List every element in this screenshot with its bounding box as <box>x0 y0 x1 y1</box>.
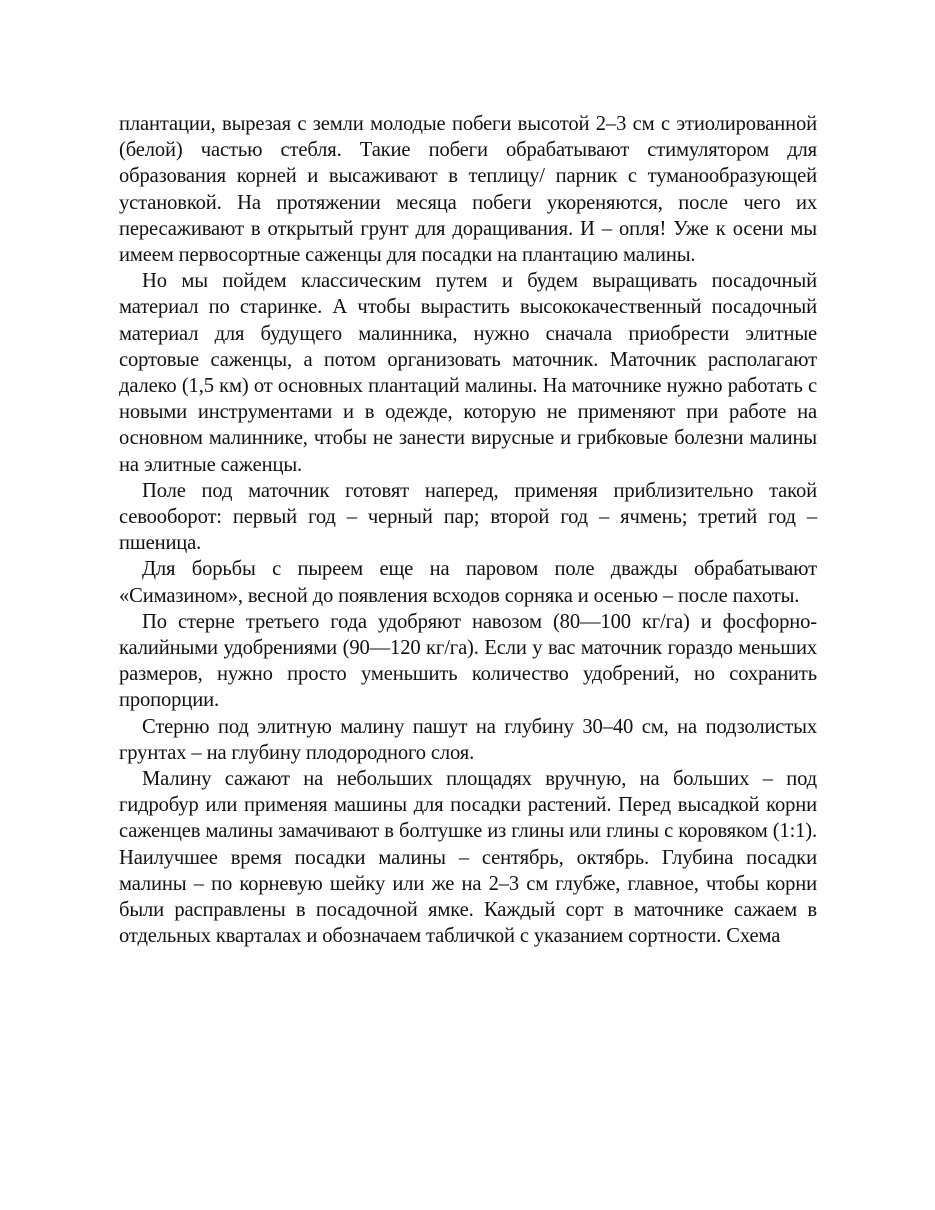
document-page <box>119 111 817 950</box>
paragraph-crop-rotation: Поле под маточник готовят наперед, применяя приблизительно такой севооборот: первый год – черный пар; второй год – ячмень; третий год – пшеница. <box>119 479 817 555</box>
paragraph-fertilizing: По стерне третьего года удобряют навозом (80—100 кг/га) и фосфорно-калийными удобрениями (90—120 кг/га). Если у вас маточник гораздо меньших размеров, нужно просто уменьшить количество удобрений, но сохранить пропорции. <box>119 610 817 712</box>
paragraph-weed-control: Для борьбы с пыреем еще на паровом поле дважды обрабатывают «Симазином», весной до появления всходов сорняка и осенью – после пахоты. <box>119 558 817 607</box>
paragraph-nursery-intro: Но мы пойдем классическим путем и будем выращивать посадочный материал по старинке. А чтобы вырастить высококачественный посадочный материал для будущего малинника, нужно сначала приобрести элитные сортовые саженцы, а потом организовать маточник. Маточник располагают далеко (1,5 км) от основных плантаций малины. На маточнике нужно работать с новыми инструментами и в одежде, которую не применяют при работе на основном малиннике, чтобы не занести вирусные и грибковые болезни малины на элитные саженцы. <box>119 270 817 476</box>
paragraph-continued: плантации, вырезая с земли молодые побеги высотой 2–3 см с этиолированной (белой) частью стебля. Такие побеги обрабатывают стимулятором для образования корней и высаживают в теплицу/ парник с туманообразующей установкой. На протяжении месяца побеги укореняются, после чего их пересаживают в открытый грунт для доращивания. И – опля! Уже к осени мы имеем первосортные саженцы для посадки на плантацию малины. <box>119 113 817 267</box>
paragraph-ploughing: Стерню под элитную малину пашут на глубину 30–40 см, на подзолистых грунтах – на глубину плодородного слоя. <box>119 715 817 764</box>
paragraph-planting: Малину сажают на небольших площадях вручную, на больших – под гидробур или применяя машины для посадки растений. Перед высадкой корни саженцев малины замачивают в болтушке из глины или глины с коровяком (1:1). Наилучшее время посадки малины – сентябрь, октябрь. Глубина посадки малины – по корневую шейку или же на 2–3 см глубже, главное, чтобы корни были расправлены в посадочной ямке. Каждый сорт в маточнике сажаем в отдельных кварталах и обозначаем табличкой с указанием сортности. Схема <box>119 768 817 948</box>
